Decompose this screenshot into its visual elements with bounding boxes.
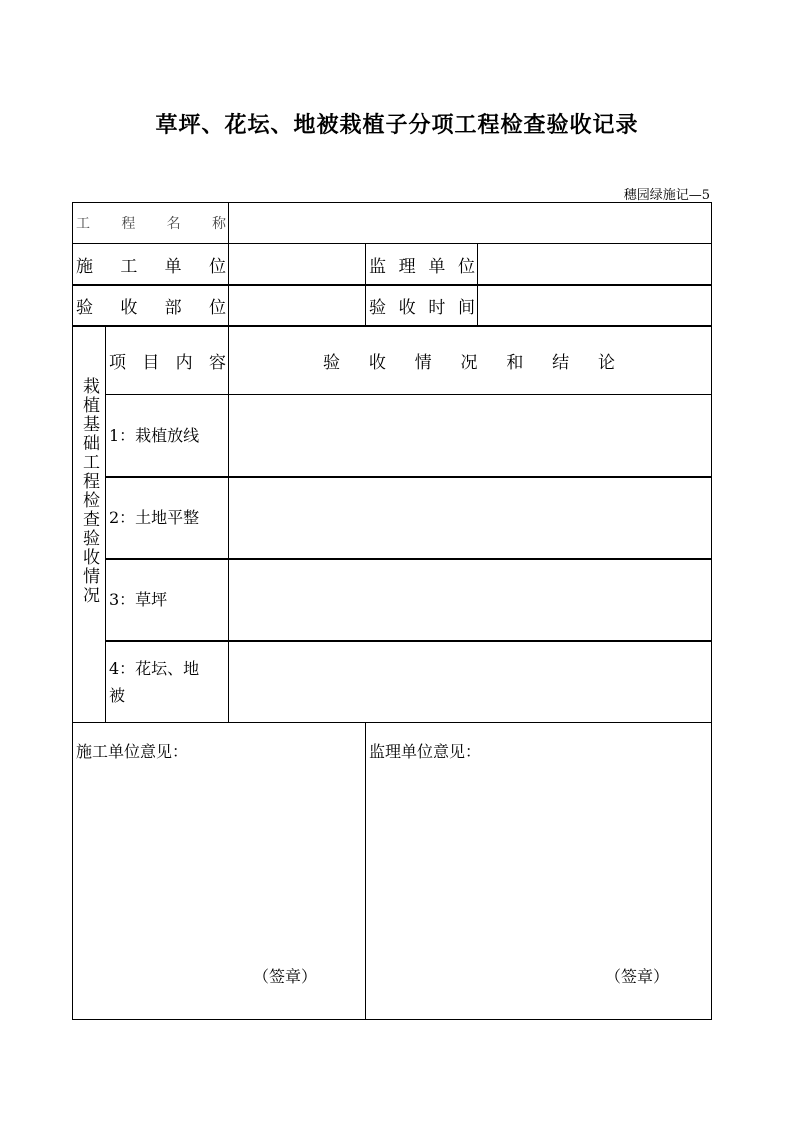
item-result-field[interactable]	[229, 641, 711, 722]
item-result-field[interactable]	[229, 395, 711, 476]
construction-unit-field[interactable]	[229, 244, 365, 284]
project-name-label: 工 程 名 称	[76, 216, 226, 232]
acceptance-part-field[interactable]	[229, 285, 365, 325]
item-label: 4：花坛、地被	[109, 658, 200, 705]
item-label: 3：草坪	[109, 590, 168, 609]
construction-unit-label: 施 工 单 位	[76, 256, 226, 277]
form-title: 草坪、花坛、地被栽植子分项工程检查验收记录	[155, 112, 639, 138]
section-label-vertical: 栽植基础工程检查验收情况	[79, 377, 99, 605]
acceptance-time-label: 验 收 时 间	[369, 297, 475, 318]
result-header: 验 收 情 况 和 结 论	[323, 352, 615, 373]
item-label: 1：栽植放线	[109, 426, 200, 445]
item-result-field[interactable]	[229, 477, 711, 558]
acceptance-part-label: 验 收 部 位	[76, 297, 226, 318]
supervision-signature: （签章）	[605, 967, 670, 986]
item-content-header: 项 目 内 容	[109, 352, 226, 373]
project-name-field[interactable]	[229, 203, 711, 243]
item-result-field[interactable]	[229, 559, 711, 640]
construction-opinion-label: 施工单位意见：	[76, 742, 189, 761]
acceptance-time-field[interactable]	[478, 285, 711, 325]
supervision-unit-label: 监 理 单 位	[369, 256, 475, 277]
construction-signature: （签章）	[253, 967, 318, 986]
supervision-opinion-label: 监理单位意见：	[369, 742, 482, 761]
row-divider	[73, 722, 711, 723]
document-number: 穗园绿施记—5	[623, 188, 710, 203]
item-label: 2：土地平整	[109, 508, 200, 527]
inspection-form	[72, 202, 712, 1020]
column-divider	[365, 723, 366, 1019]
supervision-unit-field[interactable]	[478, 244, 711, 284]
